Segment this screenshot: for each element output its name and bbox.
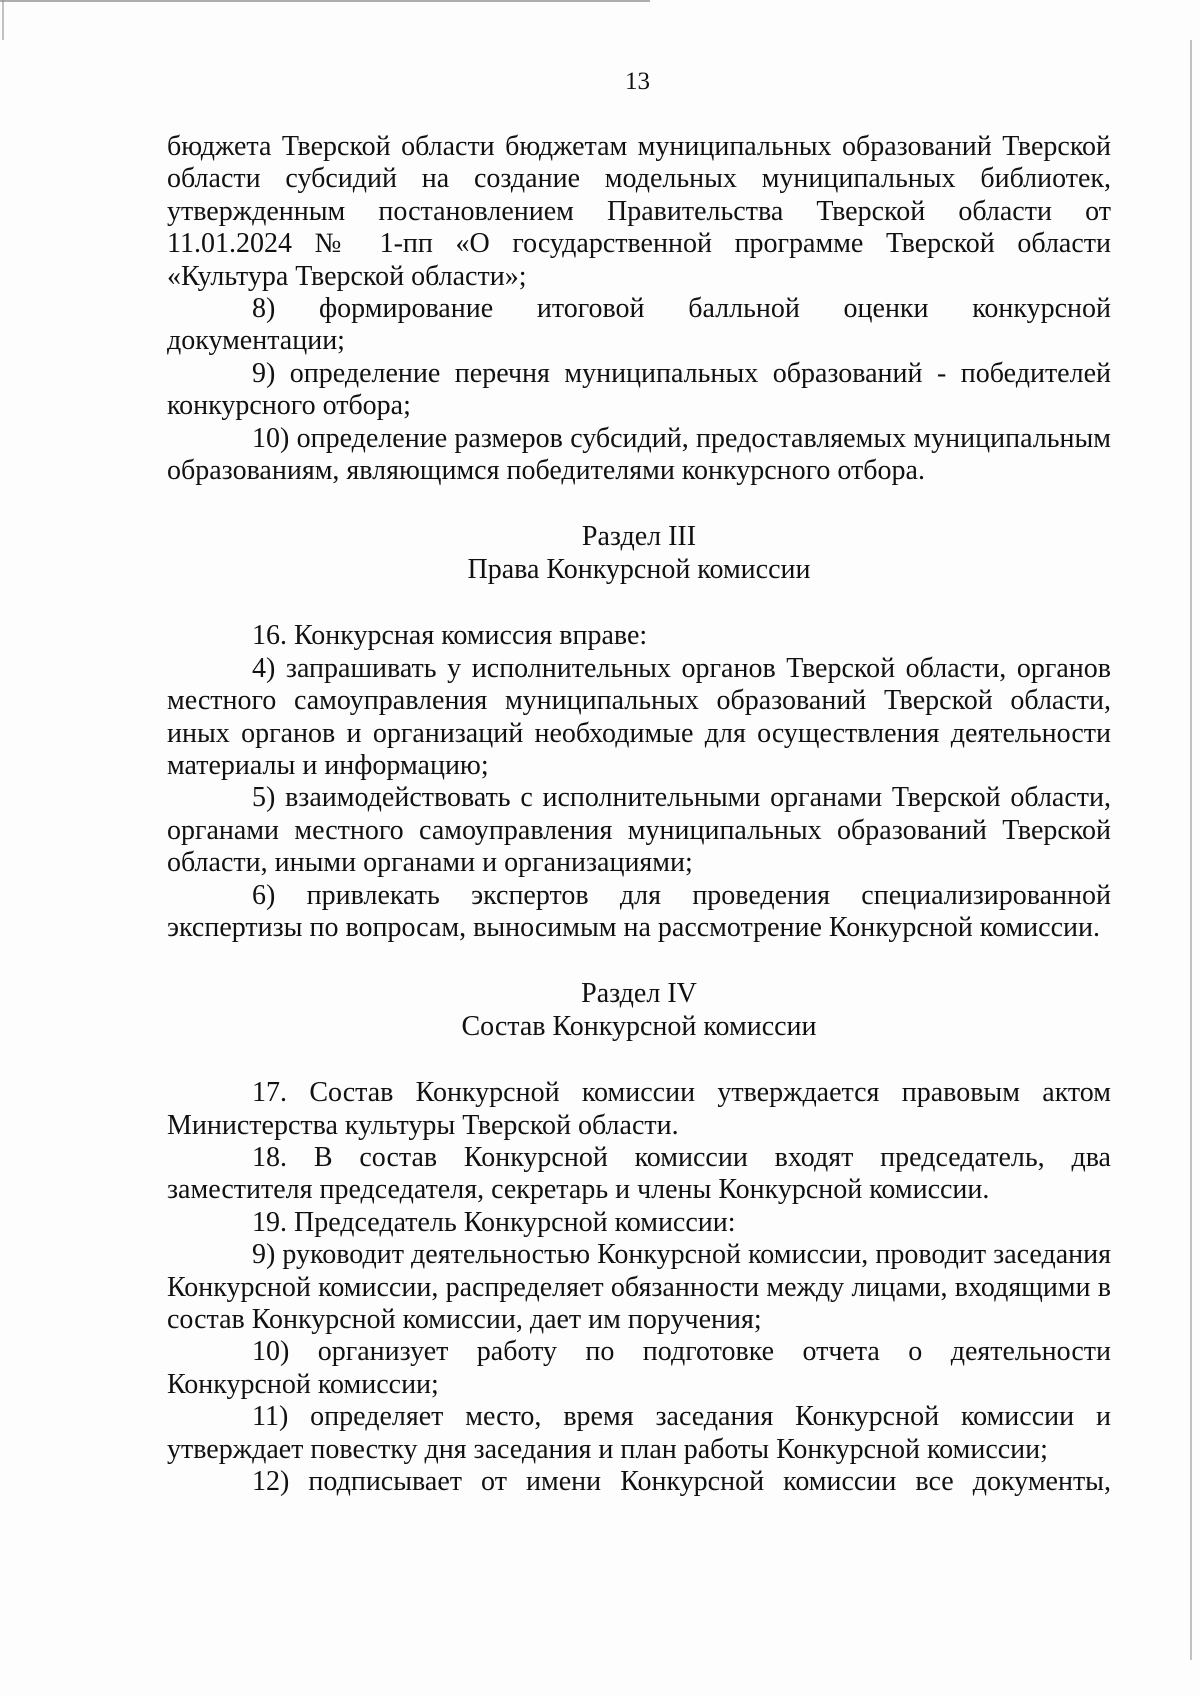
spacer <box>167 944 1111 978</box>
paragraph-budget-continuation: бюджета Тверской области бюджетам муниципальных образований Тверской области субсидий на создание модельных муниципальных библиотек, утвержденным постановлением Правительства Тверской области от 11.01.2024 № 1-пп «О государственной программе Тверской области «Культура Тверской области»; <box>167 131 1111 292</box>
spacer <box>167 487 1111 521</box>
spacer <box>167 586 1111 620</box>
paragraph-19-item-11: 11) определяет место, время заседания Конкурсной комиссии и утверждает повестку дня заседания и план работы Конкурсной комиссии; <box>167 1401 1111 1465</box>
paragraph-19-item-9: 9) руководит деятельностью Конкурсной комиссии, проводит заседания Конкурсной комиссии, распределяет обязанности между лицами, входящими в состав Конкурсной комиссии, дает им поручения; <box>167 1239 1111 1335</box>
section-4-subtitle: Состав Конкурсной комиссии <box>461 1010 817 1042</box>
paragraph-item-8: 8) формирование итоговой балльной оценки конкурсной документации; <box>167 293 1111 357</box>
section-3-title: Раздел III <box>581 521 697 553</box>
scan-edge-left <box>2 0 4 40</box>
section-3-subtitle: Права Конкурсной комиссии <box>467 553 811 585</box>
scan-edge-right <box>1190 40 1192 1660</box>
paragraph-item-9: 9) определение перечня муниципальных образований - победителей конкурсного отбора; <box>167 357 1111 422</box>
paragraph-17: 17. Состав Конкурсной комиссии утверждается правовым актом Министерства культуры Тверской области. <box>167 1077 1111 1141</box>
paragraph-19-item-10: 10) организует работу по подготовке отчета о деятельности Конкурсной комиссии; <box>167 1336 1111 1400</box>
scan-edge-top <box>0 0 650 2</box>
paragraph-19-item-12: 12) подписывает от имени Конкурсной комиссии все документы, <box>252 1466 1111 1498</box>
paragraph-16-item-5: 5) взаимодействовать с исполнительными органами Тверской области, органами местного самоуправления муниципальных образований Тверской области, иными органами и организациями; <box>167 782 1111 879</box>
paragraph-18: 18. В состав Конкурсной комиссии входят председатель, два заместителя председателя, секретарь и члены Конкурсной комиссии. <box>167 1141 1111 1206</box>
paragraph-16: 16. Конкурсная комиссия вправе: <box>252 620 648 652</box>
spacer <box>167 1043 1111 1077</box>
paragraph-16-item-4: 4) запрашивать у исполнительных органов Тверской области, органов местного самоуправления муниципальных образований Тверской области, иных органов и организаций необходимые для осуществления деятельности материалы и информацию; <box>167 652 1111 781</box>
section-4-title: Раздел IV <box>581 978 697 1010</box>
paragraph-16-item-6: 6) привлекать экспертов для проведения специализированной экспертизы по вопросам, выносимым на рассмотрение Конкурсной комиссии. <box>167 879 1111 943</box>
document-body <box>167 131 1111 1498</box>
paragraph-item-10: 10) определение размеров субсидий, предоставляемых муниципальным образованиям, являющимся победителями конкурсного отбора. <box>167 422 1111 487</box>
page-number: 13 <box>625 68 650 95</box>
paragraph-19: 19. Председатель Конкурсной комиссии: <box>252 1206 736 1238</box>
